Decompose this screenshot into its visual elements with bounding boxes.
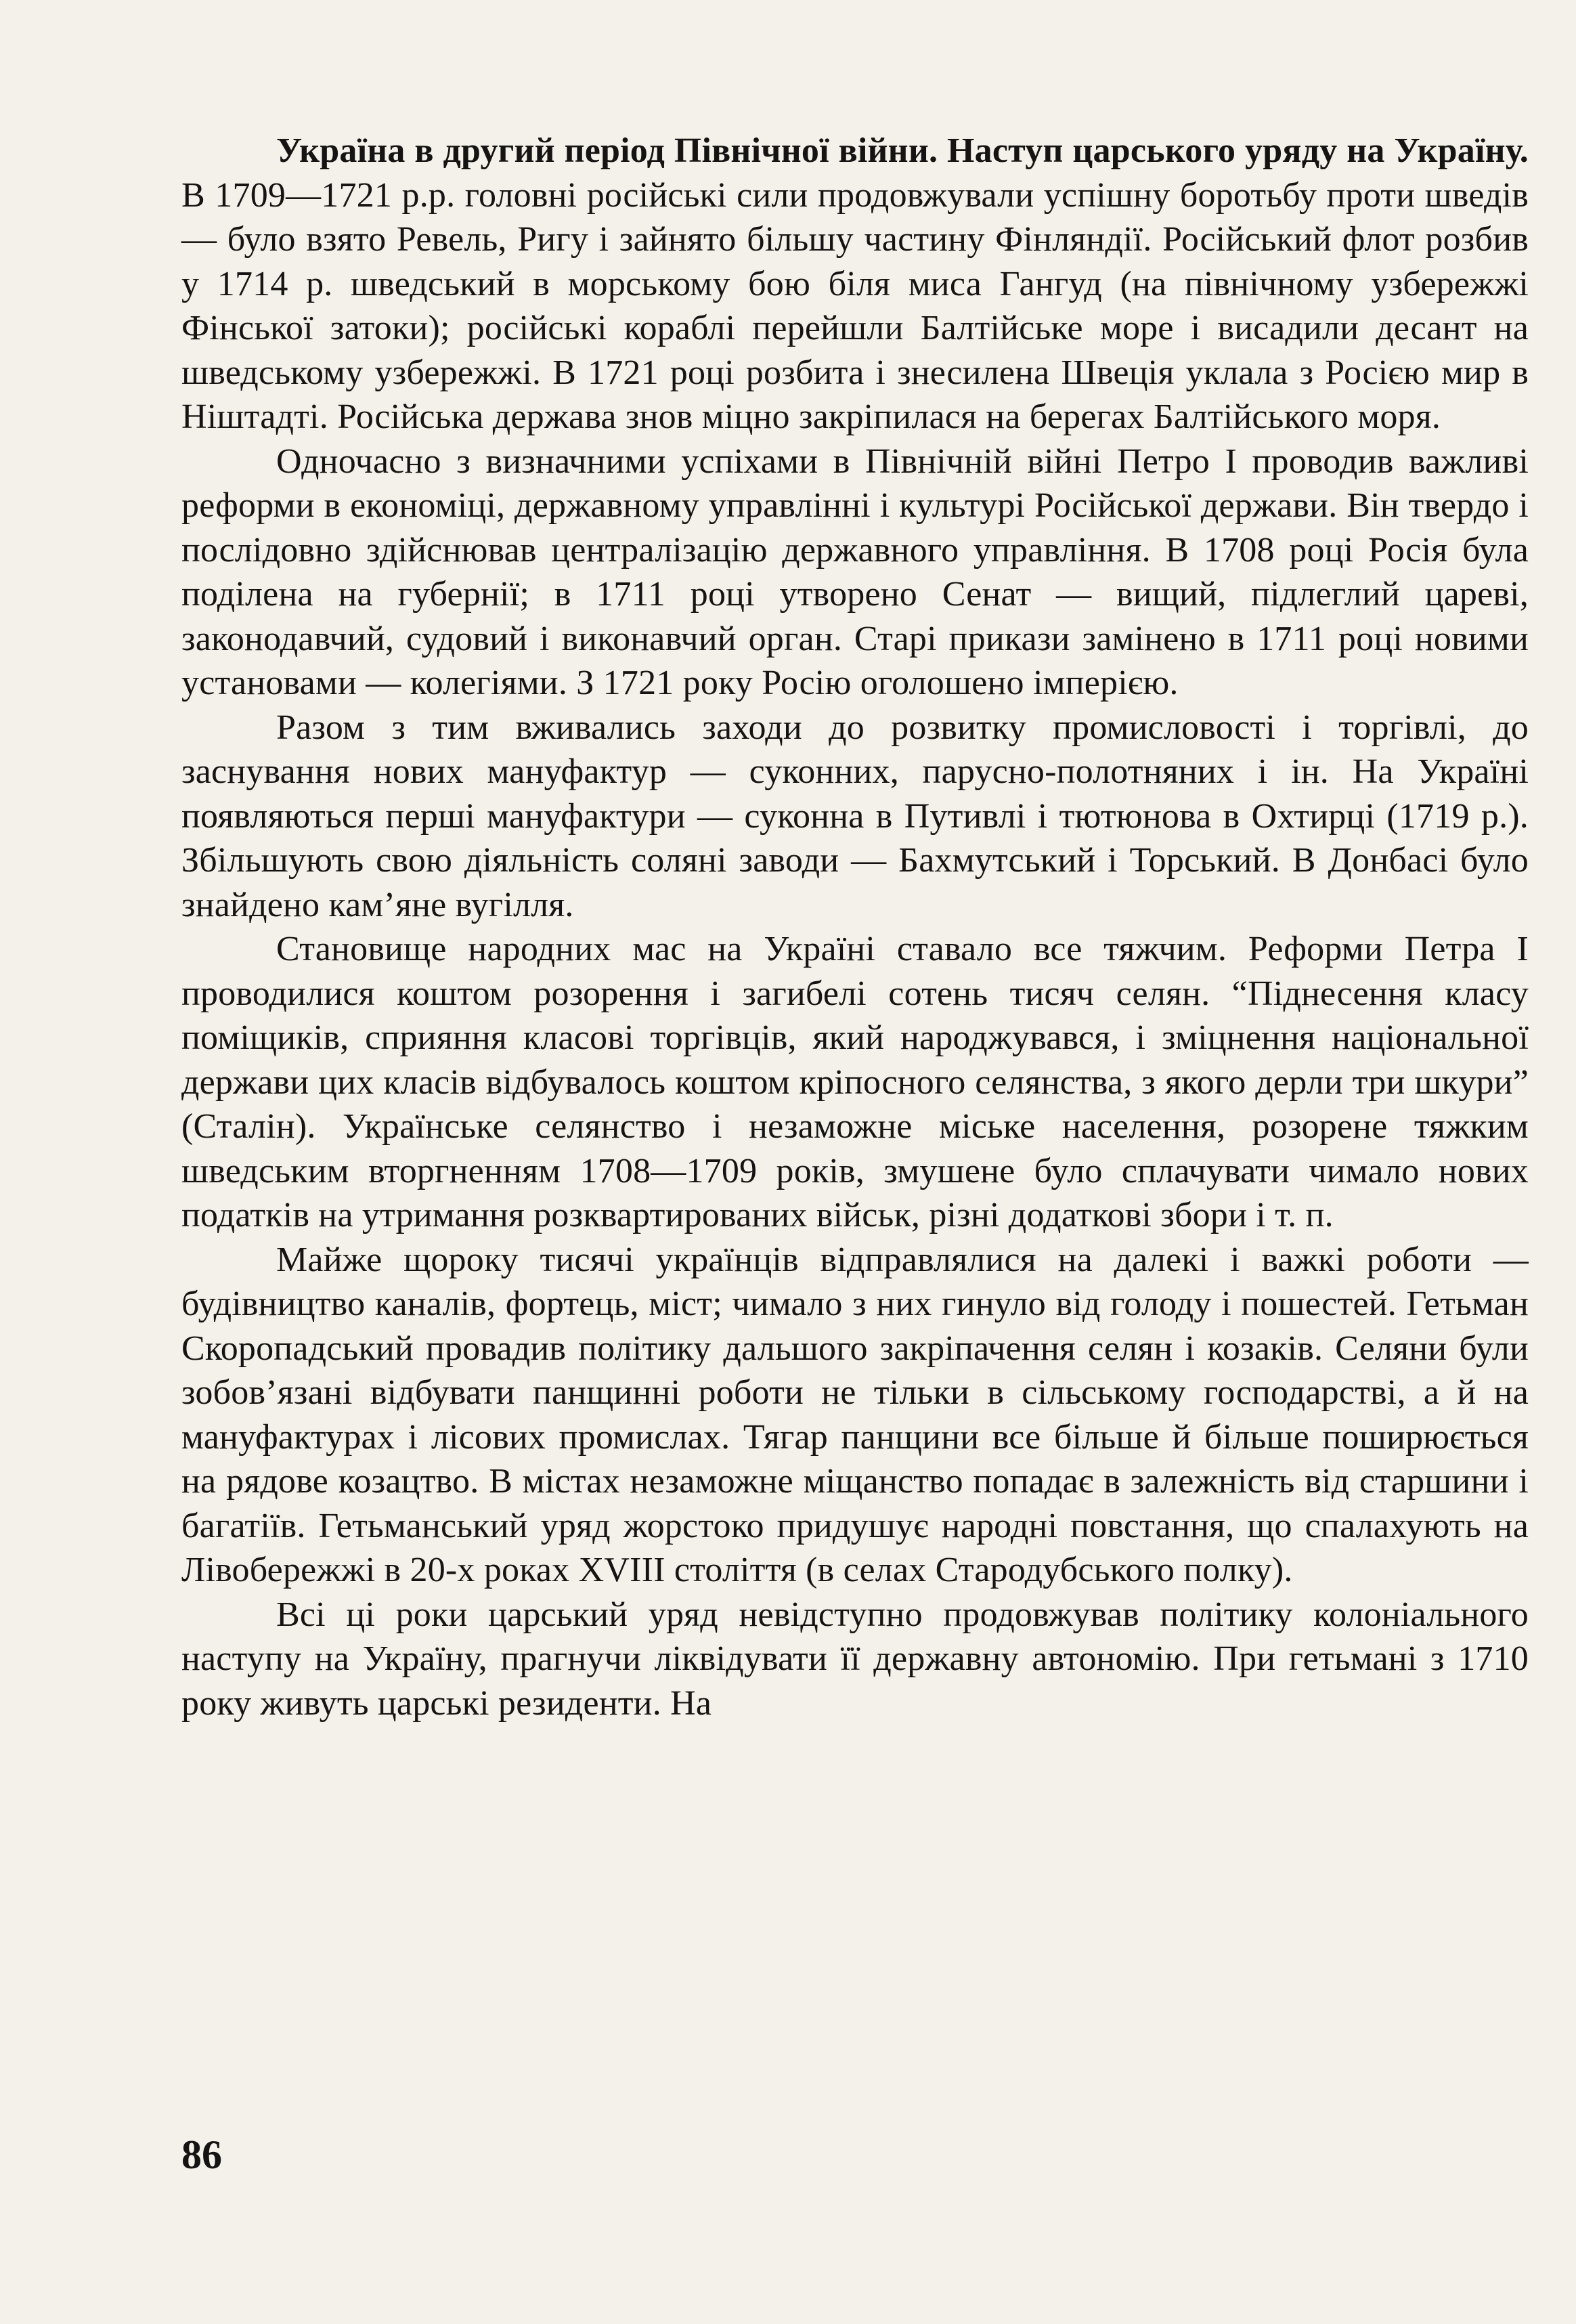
paragraph-6: Всі ці роки царський уряд невідступно продовжував політику колоніального наступу на Україну, прагнучи ліквідувати її державну автономію. При гетьмані з 1710 року живуть царські резиденти. На: [181, 1595, 1529, 1723]
paragraph-2: Одночасно з визначними успіхами в Північній війні Петро I проводив важливі реформи в економіці, державному управлінні і культурі Російської держави. Він твердо і послідовно здійснював централізацію державного управління. В 1708 році Росія була поділена на губернії; в 1711 році утворено Сенат — вищий, підлеглий цареві, законодавчий, судовий і виконавчий орган. Старі прикази замінено в 1711 році новими установами — колегіями. З 1721 року Росію оголошено імперією.: [181, 442, 1529, 702]
page-number: 86: [181, 2132, 222, 2177]
paragraph-4: Становище народних мас на Україні ставало все тяжчим. Реформи Петра I проводилися коштом розорення і загибелі сотень тисяч селян. “Піднесення класу поміщиків, сприяння класові торгівців, який народжувався, і зміцнення національної держави цих класів відбувалось коштом кріпосного селянства, з якого дерли три шкури” (Сталін). Українське селянство і незаможне міське населення, розорене тяжким шведським вторгненням 1708—1709 років, змушене було сплачувати чимало нових податків на утримання розквартированих військ, різні додаткові збори і т. п.: [181, 930, 1529, 1234]
paragraph-5: Майже щороку тисячі українців відправлялися на далекі і важкі роботи — будівництво каналів, фортець, міст; чимало з них гинуло від голоду і пошестей. Гетьман Скоропадський провадив політику дальшого закріпачення селян і козаків. Селяни були зобов’язані відбувати панщинні роботи не тільки в сільському господарстві, а й на мануфактурах і лісових промислах. Тягар панщини все більше й більше поширюється на рядове козацтво. В містах незаможне міщанство попадає в залежність від старшини і багатіїв. Гетьманський уряд жорстоко придушує народні повстання, що спалахують на Лівобережжі в 20-х роках XVIII століття (в селах Стародубського полку).: [181, 1240, 1529, 1589]
paragraph-1: [181, 129, 1529, 439]
page-content: [181, 129, 1529, 2228]
section-heading: Україна в другий період Північної війни. Наступ царського уряду на Україну.: [276, 131, 1529, 170]
paragraph-1-text: В 1709—1721 р.р. головні російські сили продовжували успішну боротьбу проти шведів — було взято Ревель, Ригу і зайнято більшу частину Фінляндії. Російський флот розбив у 1714 р. шведський в морському бою біля миса Гангуд (на північному узбережжі Фінської затоки); російські кораблі перейшли Балтійське море і висадили десант на шведському узбережжі. В 1721 році розбита і знесилена Швеція уклала з Росією мир в Ніштадті. Російська держава знов міцно закріпилася на берегах Балтійського моря.: [181, 175, 1529, 436]
paragraph-3: Разом з тим вживались заходи до розвитку промисловості і торгівлі, до заснування нових мануфактур — суконних, парусно-полотняних і ін. На Україні появляються перші мануфактури — суконна в Путивлі і тютюнова в Охтирці (1719 р.). Збільшують свою діяльність соляні заводи — Бахмутський і Торський. В Донбасі було знайдено кам’яне вугілля.: [181, 708, 1529, 924]
